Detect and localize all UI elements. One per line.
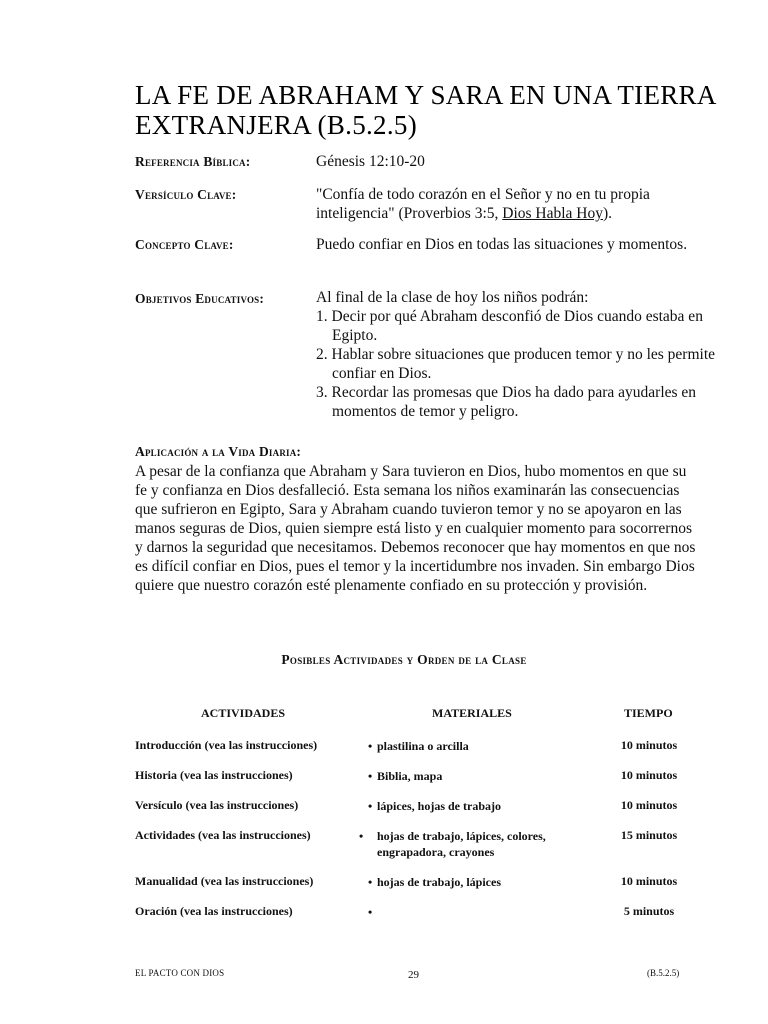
- materials-cell: • plastilina o arcilla: [368, 739, 469, 753]
- time-cell: 10 minutos: [620, 874, 678, 888]
- materials-cell: [368, 904, 578, 920]
- page-title: LA FE DE ABRAHAM Y SARA EN UNA TIERRA EXTRANJERA (B.5.2.5): [135, 80, 716, 140]
- key-concept-value: Puedo confiar en Dios en todas las situaciones y momentos.: [316, 236, 688, 253]
- bullet: •: [368, 905, 373, 919]
- materials-cell: • hojas de trabajo, lápices, colores, engrapadora, crayones: [359, 829, 546, 859]
- column-header-activities: ACTIVIDADES: [201, 706, 286, 720]
- key-verse-end: ).: [603, 205, 613, 222]
- activity-cell: Manualidad (vea las instrucciones): [135, 874, 314, 888]
- activities-heading: Posibles Actividades y Orden de la Clase: [281, 652, 527, 667]
- page-number: 29: [408, 969, 419, 981]
- application-heading: Aplicación a la Vida Diaria:: [135, 444, 302, 459]
- activity-cell: Historia (vea las instrucciones): [135, 768, 293, 782]
- time-cell: 15 minutos: [620, 828, 678, 842]
- column-header-materials: MATERIALES: [432, 706, 512, 720]
- objectives-block: [316, 288, 716, 421]
- materials-cell: • lápices, hojas de trabajo: [368, 799, 501, 813]
- bible-version-link: Dios Habla Hoy: [502, 205, 604, 222]
- key-verse-label: Versículo Clave:: [135, 187, 237, 202]
- footer-lesson-code: (B.5.2.5): [647, 968, 680, 978]
- bullet: •: [359, 829, 364, 843]
- objectives-label: Objetivos Educativos:: [135, 291, 265, 306]
- footer-book-title: EL PACTO CON DIOS: [135, 968, 225, 978]
- application-text: A pesar de la confianza que Abraham y Sara tuvieron en Dios, hubo momentos en que su fe y confianza en Dios desfalleció. Esta semana los niños examinarán las consecuencias que sufrieron en Egipto, Sara y Abraham cuando tuvieron temor y no se apoyaron en las manos seguras de Dios, quien siempre está listo y en cualquier momento para socorrernos y darnos la seguridad que necesitamos. Debemos reconocer que hay momentos en que nos es difícil confiar en Dios, pues el temor y la incertidumbre nos invaden. Sin embargo Dios quiere que nuestro corazón esté plenamente confiado en su protección y provisión.: [135, 463, 696, 594]
- key-verse-value: [316, 185, 716, 223]
- materials-cell: • hojas de trabajo, lápices: [368, 875, 501, 889]
- objective-item: 2. Hablar sobre situaciones que producen temor y no les permite confiar en Dios.: [316, 346, 716, 382]
- objectives-intro: Al final de la clase de hoy los niños podrán:: [316, 289, 589, 306]
- activity-cell: Introducción (vea las instrucciones): [135, 738, 318, 752]
- bullet: •: [368, 799, 373, 813]
- bullet: •: [368, 769, 373, 783]
- column-header-time: TIEMPO: [624, 706, 673, 720]
- time-cell: 10 minutos: [620, 798, 678, 812]
- objective-item: 1. Decir por qué Abraham desconfió de Dios cuando estaba en Egipto.: [316, 308, 703, 344]
- activity-cell: Actividades (vea las instrucciones): [135, 828, 311, 842]
- objectives-list: [316, 307, 716, 421]
- objective-item: 3. Recordar las promesas que Dios ha dado para ayudarles en momentos de temor y peligro.: [316, 384, 697, 420]
- materials-cell: • Biblia, mapa: [368, 769, 443, 783]
- key-concept-label: Concepto Clave:: [135, 237, 234, 252]
- activity-cell: Versículo (vea las instrucciones): [135, 798, 299, 812]
- reference-value: Génesis 12:10-20: [316, 153, 425, 170]
- time-cell: 5 minutos: [623, 904, 675, 918]
- time-cell: 10 minutos: [620, 738, 678, 752]
- bullet: •: [368, 875, 373, 889]
- reference-label: Referencia Bíblica:: [135, 154, 251, 169]
- key-verse-text: "Confía de todo corazón en el Señor y no en tu propia inteligencia" (Proverbios 3:5,: [316, 186, 650, 222]
- activity-cell: Oración (vea las instrucciones): [135, 904, 293, 918]
- bullet: •: [368, 739, 373, 753]
- time-cell: 10 minutos: [620, 768, 678, 782]
